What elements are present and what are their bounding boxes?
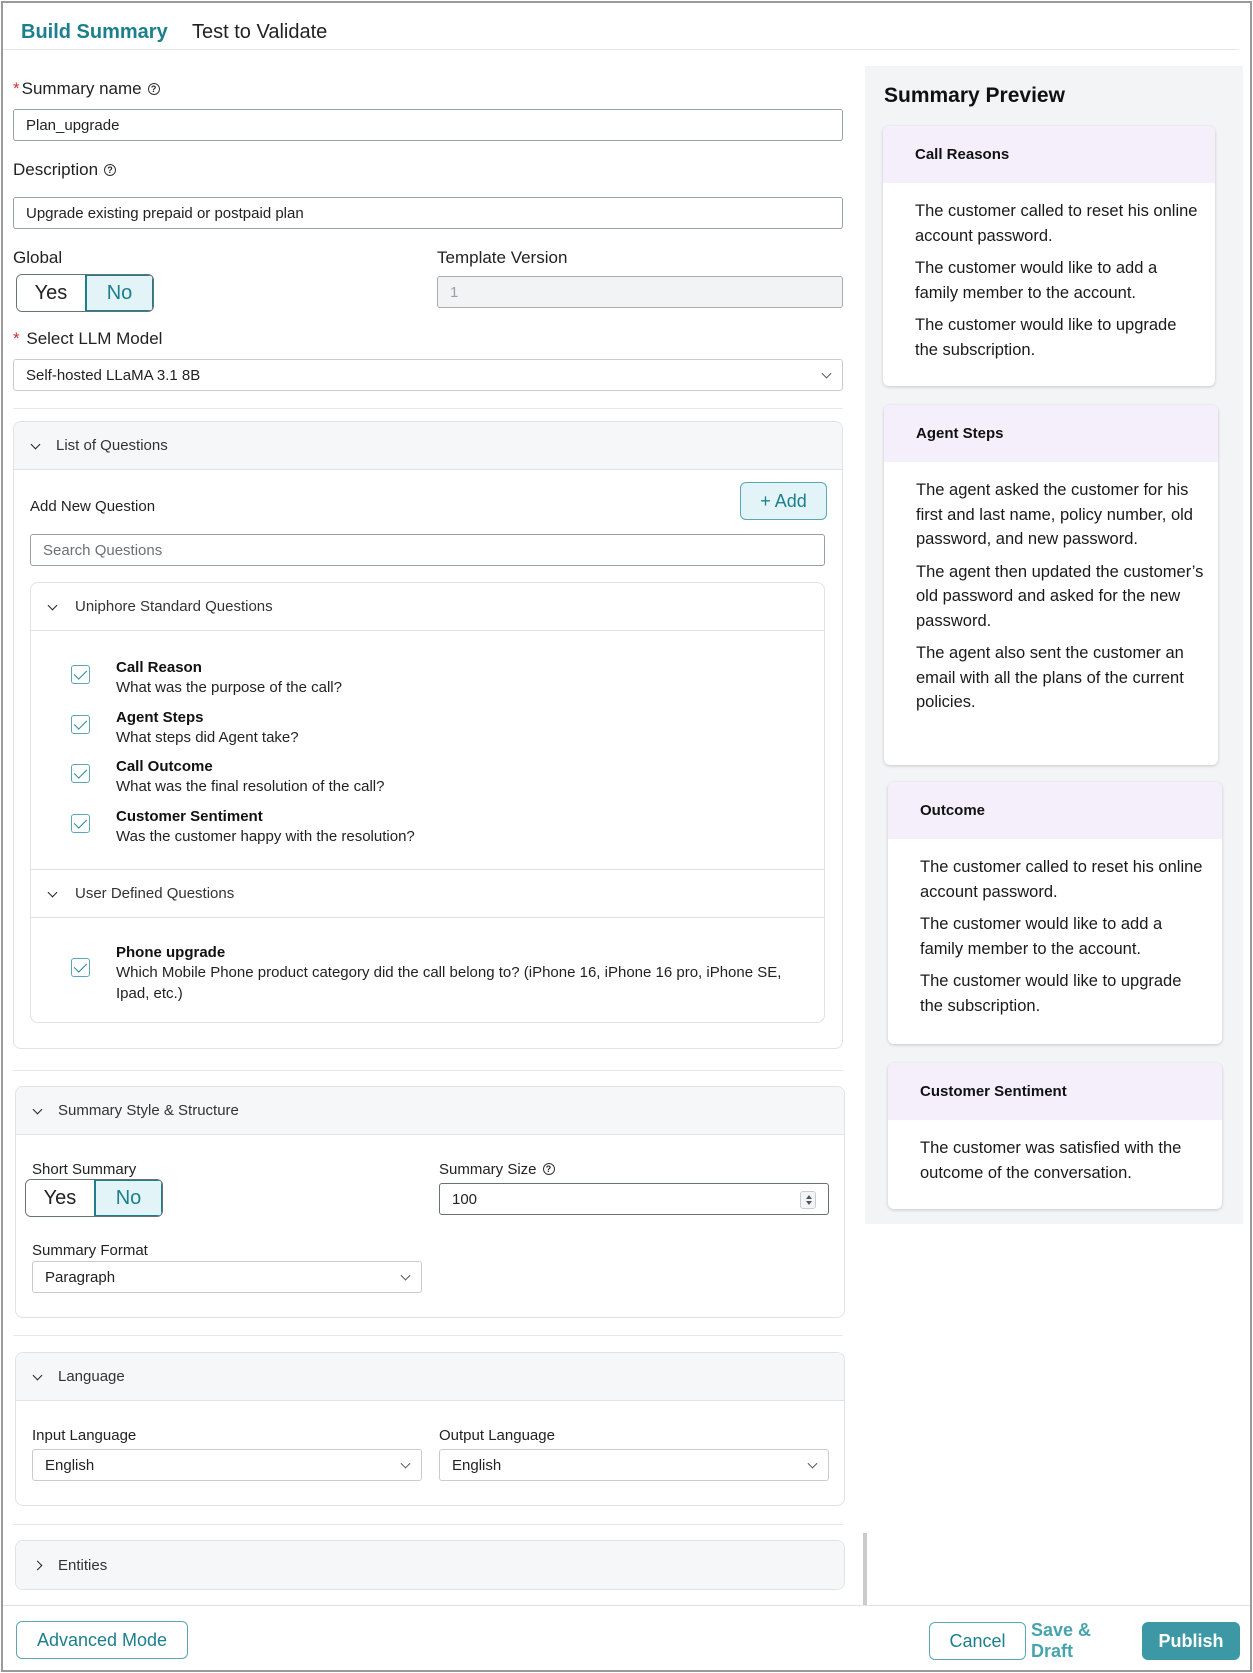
- summary-name-input[interactable]: [13, 109, 843, 141]
- output-language-select[interactable]: [439, 1449, 829, 1481]
- description-input[interactable]: [13, 197, 843, 229]
- user-questions-title: User Defined Questions: [75, 885, 235, 902]
- question-title: Call Outcome: [116, 758, 213, 775]
- summary-preview-title: Summary Preview: [884, 84, 1065, 107]
- preview-line: The customer called to reset his online account password.: [915, 202, 1198, 245]
- global-toggle: [16, 274, 154, 312]
- add-question-button[interactable]: + Add: [740, 482, 827, 520]
- short-summary-label: Short Summary: [32, 1161, 137, 1178]
- style-panel-header[interactable]: [16, 1087, 844, 1135]
- summary-format-value: Paragraph: [45, 1268, 116, 1286]
- stepper-icon[interactable]: [800, 1191, 816, 1209]
- preview-empty-area: [885, 1229, 1243, 1605]
- question-title: Customer Sentiment: [116, 808, 263, 825]
- tab-bar: [3, 3, 1239, 50]
- llm-model-value: Self-hosted LLaMA 3.1 8B: [26, 366, 201, 384]
- checkbox-checked[interactable]: [71, 814, 90, 833]
- standard-questions-header[interactable]: [31, 583, 824, 631]
- preview-card: [888, 782, 1222, 1044]
- preview-line: The customer would like to add a family member to the account.: [915, 259, 1158, 302]
- divider: [13, 1524, 843, 1525]
- app-frame: [1, 1, 1252, 1672]
- advanced-mode-button[interactable]: Advanced Mode: [16, 1621, 188, 1659]
- question-desc: What was the final resolution of the call?: [116, 778, 385, 795]
- checkbox-checked[interactable]: [71, 764, 90, 783]
- preview-card-body: [888, 839, 1222, 1036]
- divider: [13, 408, 843, 409]
- global-label: Global: [13, 248, 63, 267]
- preview-card: [884, 405, 1218, 765]
- preview-card-title: Outcome: [888, 782, 1222, 839]
- summary-name-label: * Summary name ?: [13, 79, 160, 99]
- short-summary-no-option[interactable]: No: [94, 1180, 162, 1216]
- question-desc: What was the purpose of the call?: [116, 679, 342, 696]
- publish-button[interactable]: Publish: [1142, 1622, 1240, 1660]
- preview-card: [888, 1063, 1222, 1209]
- template-version-input: [437, 276, 843, 308]
- questions-panel-title: List of Questions: [56, 437, 168, 454]
- preview-line: The agent asked the customer for his first and last name, policy number, old password, and new password.: [916, 481, 1193, 548]
- preview-line: The customer was satisfied with the outcome of the conversation.: [920, 1139, 1182, 1182]
- preview-card-title: Agent Steps: [884, 405, 1218, 462]
- llm-model-label: * Select LLM Model: [13, 329, 163, 348]
- user-questions-section: [30, 869, 825, 1023]
- scrollbar[interactable]: [863, 1533, 867, 1605]
- add-new-question-label: Add New Question: [30, 498, 156, 515]
- question-desc: What steps did Agent take?: [116, 729, 299, 746]
- language-panel-title: Language: [58, 1368, 125, 1385]
- required-marker: *: [13, 329, 20, 348]
- cancel-button[interactable]: Cancel: [929, 1622, 1026, 1660]
- standard-questions-title: Uniphore Standard Questions: [75, 598, 273, 615]
- summary-preview-panel: [865, 66, 1243, 1224]
- chevron-down-icon: [48, 601, 58, 611]
- entities-panel-title: Entities: [58, 1556, 108, 1574]
- input-language-select[interactable]: [32, 1449, 422, 1481]
- preview-line: The customer would like to add a family member to the account.: [920, 915, 1163, 958]
- input-language-label: Input Language: [32, 1427, 137, 1444]
- help-icon[interactable]: ?: [104, 164, 116, 176]
- questions-panel-header[interactable]: [14, 422, 842, 470]
- summary-size-label: Summary Size ?: [439, 1161, 555, 1178]
- summary-size-input[interactable]: [439, 1183, 829, 1215]
- search-placeholder: Search Questions: [43, 541, 163, 559]
- description-value: Upgrade existing prepaid or postpaid plan: [26, 204, 304, 222]
- search-questions-input[interactable]: [30, 534, 825, 566]
- required-marker: *: [13, 79, 20, 98]
- build-form: [3, 50, 863, 1605]
- question-title: Agent Steps: [116, 709, 204, 726]
- template-version-label: Template Version: [437, 248, 568, 267]
- help-icon[interactable]: ?: [543, 1163, 555, 1175]
- help-icon[interactable]: ?: [148, 83, 160, 95]
- entities-panel-header[interactable]: [16, 1541, 844, 1589]
- summary-format-label: Summary Format: [32, 1242, 148, 1259]
- style-panel: [15, 1086, 845, 1318]
- chevron-down-icon: [808, 1459, 818, 1469]
- checkbox-checked[interactable]: [71, 715, 90, 734]
- preview-card-body: [884, 462, 1218, 733]
- chevron-down-icon: [33, 1105, 43, 1115]
- standard-questions-section: [30, 582, 825, 870]
- preview-line: The customer would like to upgrade the subscription.: [915, 316, 1177, 359]
- language-panel-header[interactable]: [16, 1353, 844, 1401]
- save-draft-button[interactable]: Save & Draft: [1031, 1620, 1092, 1661]
- preview-card-body: [883, 183, 1215, 380]
- summary-format-select[interactable]: [32, 1261, 422, 1293]
- short-summary-toggle: [25, 1179, 163, 1217]
- output-language-label: Output Language: [439, 1427, 555, 1444]
- preview-line: The agent then updated the customer’s old password and asked for the new password.: [916, 562, 1204, 630]
- preview-card-title: Call Reasons: [883, 126, 1215, 183]
- chevron-down-icon: [48, 888, 58, 898]
- checkbox-checked[interactable]: [71, 958, 90, 977]
- template-version-value: 1: [450, 283, 459, 301]
- chevron-right-icon: [33, 1561, 43, 1571]
- global-yes-option[interactable]: Yes: [17, 275, 85, 311]
- chevron-down-icon: [822, 369, 832, 379]
- divider: [13, 1070, 843, 1071]
- preview-card-body: [888, 1120, 1222, 1203]
- user-questions-header[interactable]: [31, 870, 824, 918]
- checkbox-checked[interactable]: [71, 665, 90, 684]
- summary-size-value: 100: [452, 1190, 478, 1208]
- question-desc: Which Mobile Phone product category did the call belong to? (iPhone 16, iPhone 16 pro, iPhone SE, Ipad, etc.): [116, 964, 782, 1002]
- preview-line: The customer called to reset his online account password.: [920, 858, 1203, 901]
- question-desc: Was the customer happy with the resolution?: [116, 828, 415, 845]
- questions-panel: [13, 421, 843, 1049]
- chevron-down-icon: [401, 1459, 411, 1469]
- llm-model-select[interactable]: [13, 359, 843, 391]
- input-language-value: English: [45, 1456, 95, 1474]
- preview-line: The customer would like to upgrade the subscription.: [920, 972, 1182, 1015]
- chevron-down-icon: [33, 1371, 43, 1381]
- output-language-value: English: [452, 1456, 502, 1474]
- entities-panel: [15, 1540, 845, 1590]
- chevron-down-icon: [401, 1271, 411, 1281]
- summary-name-value: Plan_upgrade: [26, 116, 120, 134]
- question-title: Phone upgrade: [116, 944, 226, 961]
- style-panel-title: Summary Style & Structure: [58, 1102, 239, 1119]
- tab-build-summary[interactable]: Build Summary: [21, 21, 168, 43]
- description-label: Description ?: [13, 160, 116, 180]
- preview-line: The agent also sent the customer an email with all the plans of the current policies.: [916, 644, 1184, 711]
- question-title: Call Reason: [116, 659, 202, 676]
- footer-bar: [3, 1605, 1252, 1672]
- global-no-option[interactable]: No: [85, 275, 153, 311]
- chevron-down-icon: [31, 440, 41, 450]
- preview-card-title: Customer Sentiment: [888, 1063, 1222, 1120]
- divider: [13, 1335, 843, 1336]
- language-panel: [15, 1352, 845, 1506]
- preview-card: [883, 126, 1215, 386]
- tab-test-to-validate[interactable]: Test to Validate: [192, 21, 328, 43]
- short-summary-yes-option[interactable]: Yes: [26, 1180, 94, 1216]
